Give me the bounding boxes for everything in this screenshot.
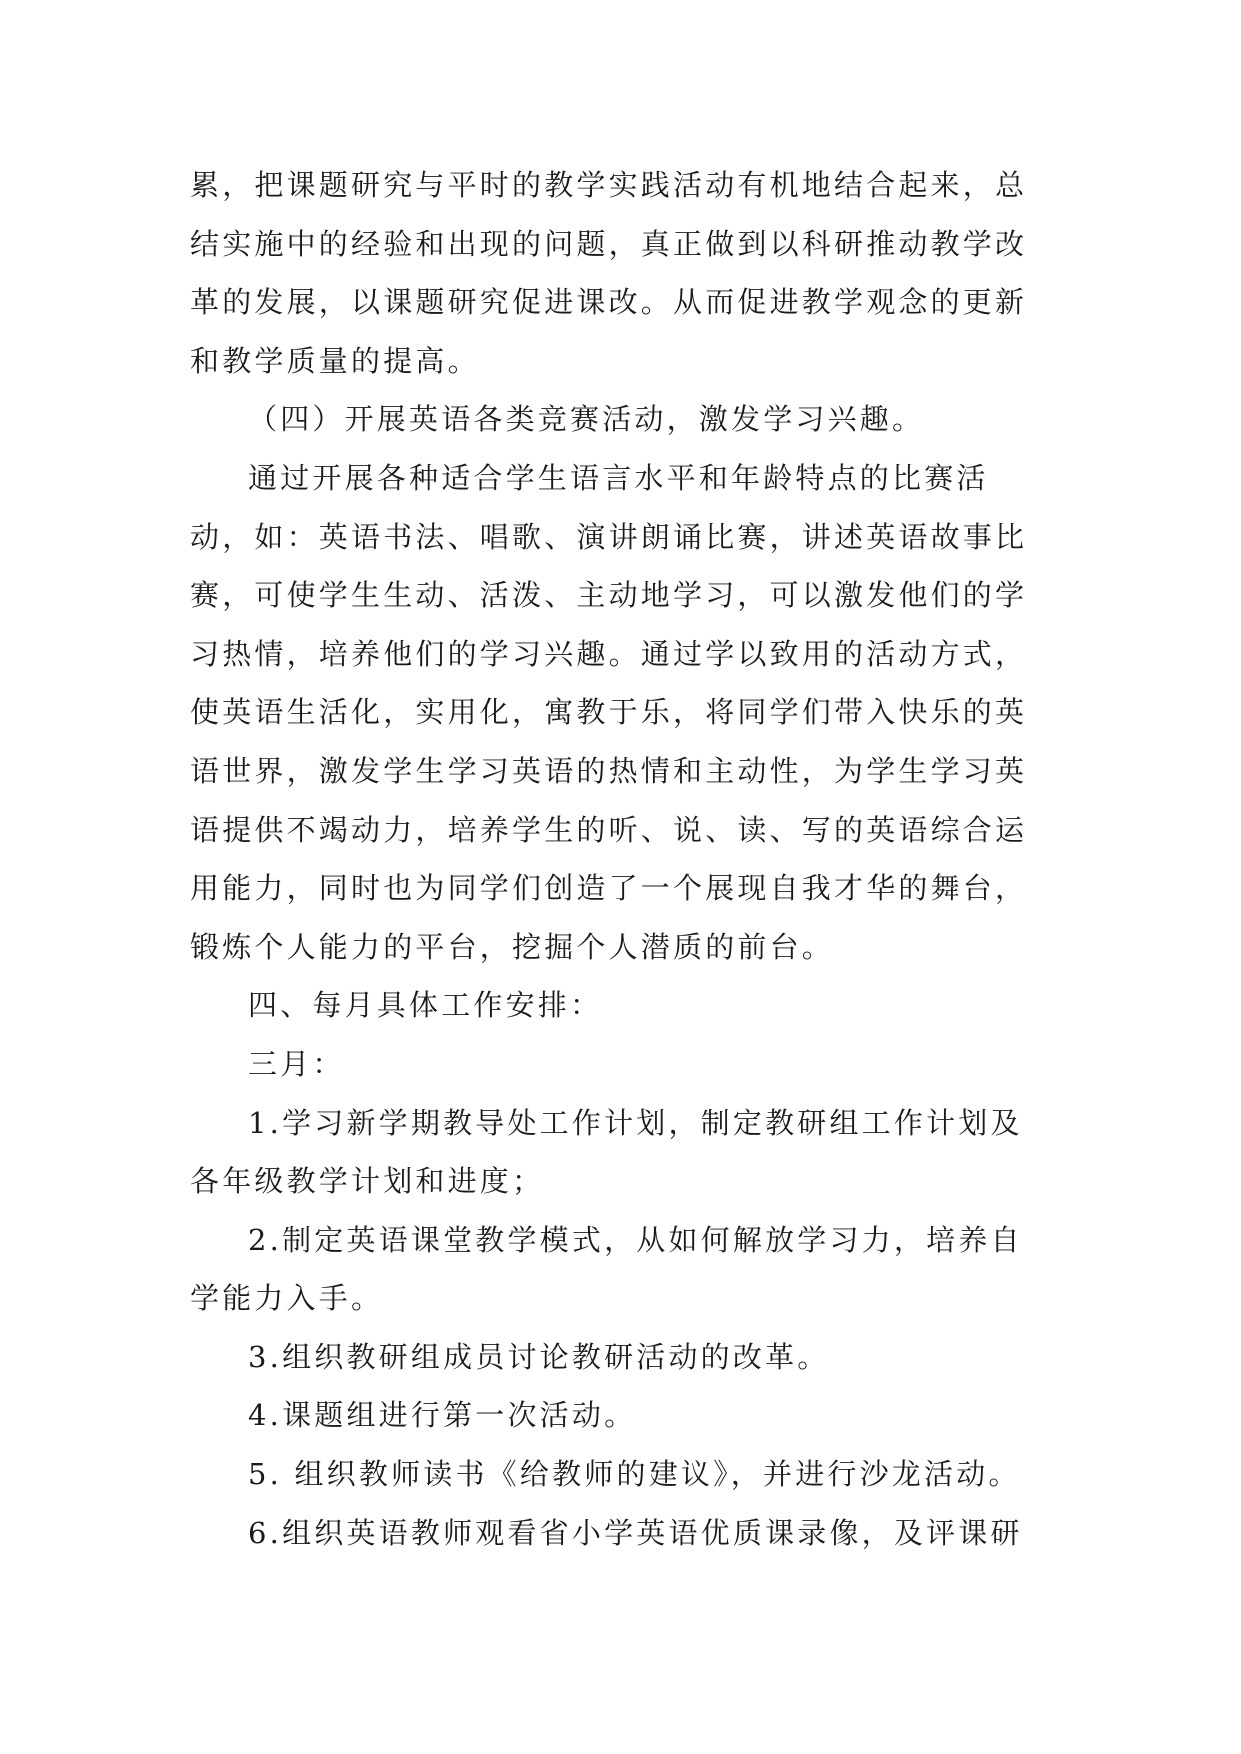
text-line: 累，把课题研究与平时的教学实践活动有机地结合起来，总 [190,168,1028,202]
text-line: 学能力入手。 [190,1281,384,1316]
paragraph-research-summary [190,156,1048,390]
section-heading-monthly-plan [190,976,1048,1035]
list-item-5 [190,1445,1048,1504]
text-line: 各年级教学计划和进度； [190,1164,545,1199]
paragraph-competitions [190,449,1048,976]
list-item-1 [190,1094,1048,1211]
text-line: 和教学质量的提高。 [190,343,480,378]
text-line: 锻炼个人能力的平台，挖掘个人潜质的前台。 [190,929,835,964]
text-line: 语世界，激发学生学习英语的热情和主动性，为学生学习英 [190,753,1028,788]
text-line: 3.组织教研组成员讨论教研活动的改革。 [248,1339,830,1374]
list-item-4 [190,1386,1048,1445]
text-line: 结实施中的经验和出现的问题，真正做到以科研推动教学改 [190,226,1028,261]
text-line: 通过开展各种适合学生语言水平和年龄特点的比赛活 [248,460,989,495]
document-body [190,156,1048,1562]
text-line: 语提供不竭动力，培养学生的听、说、读、写的英语综合运 [190,812,1028,847]
list-item-2 [190,1211,1048,1328]
text-line: 用能力，同时也为同学们创造了一个展现自我才华的舞台， [190,871,1028,906]
text-line: 四、每月具体工作安排： [248,988,603,1023]
text-line: 5. 组织教师读书《给教师的建议》，并进行沙龙活动。 [248,1457,1021,1492]
list-item-6 [190,1504,1048,1563]
text-line: 使英语生活化，实用化，寓教于乐，将同学们带入快乐的英 [190,695,1028,730]
text-line: 6.组织英语教师观看省小学英语优质课录像，及评课研 [248,1515,1023,1550]
section-heading-competitions [190,390,1048,449]
text-line: 动，如：英语书法、唱歌、演讲朗诵比赛，讲述英语故事比 [190,519,1028,554]
text-line: 2.制定英语课堂教学模式，从如何解放学习力，培养自 [248,1222,1023,1257]
text-line: 1.学习新学期教导处工作计划，制定教研组工作计划及 [248,1105,1023,1140]
text-line: 4.课题组进行第一次活动。 [248,1398,637,1433]
subheading-march [190,1035,1048,1094]
list-item-3 [190,1328,1048,1387]
text-line: 革的发展，以课题研究促进课改。从而促进教学观念的更新 [190,285,1028,320]
text-line: 习热情，培养他们的学习兴趣。通过学以致用的活动方式， [190,636,1028,671]
text-line: 赛，可使学生生动、活泼、主动地学习，可以激发他们的学 [190,578,1028,613]
text-line: 三月： [248,1046,345,1081]
text-line: （四）开展英语各类竞赛活动，激发学习兴趣。 [248,402,925,437]
